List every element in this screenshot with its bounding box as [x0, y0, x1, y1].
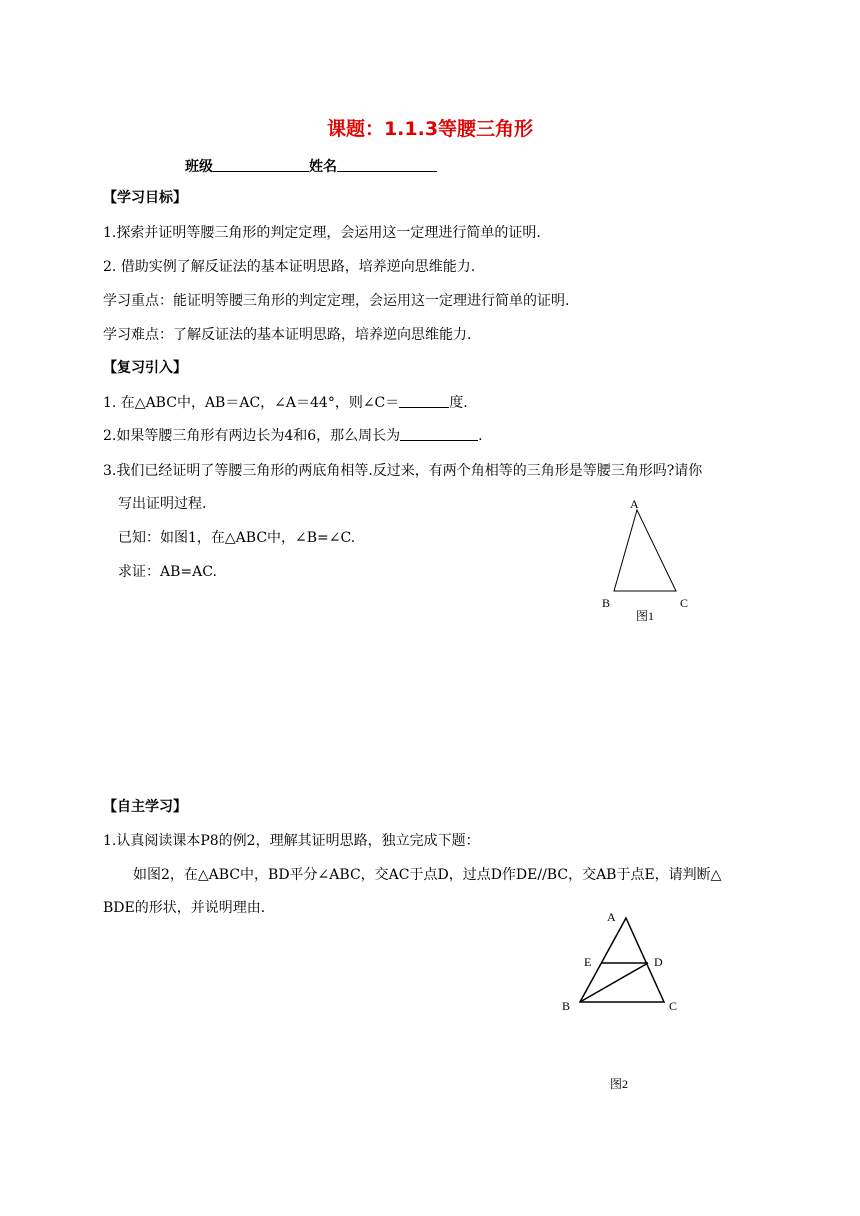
figure-1-triangle: [614, 510, 676, 591]
q2-answer-blank[interactable]: [400, 426, 478, 441]
figure-1-label-c: C: [680, 596, 689, 610]
difficulty-point: 学习难点：了解反证法的基本证明思路，培养逆向思维能力.: [103, 327, 472, 343]
figure-2-label-b: B: [562, 999, 571, 1013]
name-label: 姓名: [309, 159, 337, 175]
given-statement: 已知：如图1，在△ABC中，∠B=∠C.: [118, 530, 356, 546]
problem-line-1: 如图2，在△ABC中，BD平分∠ABC，交AC于点D，过点D作DE//BC，交AB于点E，请判断△: [133, 867, 722, 883]
review-question-2: [103, 426, 483, 446]
figure-1-label-b: B: [602, 596, 611, 610]
figure-2-label-a: A: [607, 910, 616, 924]
q1-text: 1. 在△ABC中，AB＝AC，∠A＝44°，则∠C＝: [103, 395, 400, 411]
q1-unit: 度.: [449, 395, 468, 411]
class-label: 班级: [185, 159, 213, 175]
q2-end: .: [478, 428, 483, 444]
self-study-heading: 【自主学习】: [103, 799, 187, 815]
review-question-3-line2: 写出证明过程.: [118, 496, 207, 512]
name-blank[interactable]: [337, 157, 437, 172]
review-heading: 【复习引入】: [103, 360, 187, 376]
figure-1-caption: 图1: [636, 609, 655, 623]
class-blank[interactable]: [213, 157, 309, 172]
review-question-3-line1: 3.我们已经证明了等腰三角形的两底角相等.反过来，有两个角相等的三角形是等腰三角形吗?请你: [103, 463, 703, 479]
q2-text: 2.如果等腰三角形有两边长为4和6，那么周长为: [103, 428, 401, 444]
figure-2-label-e: E: [584, 955, 592, 969]
student-info-line: [185, 157, 437, 177]
self-study-item-1: 1.认真阅读课本P8的例2，理解其证明思路，独立完成下题：: [103, 833, 480, 849]
prove-statement: 求证：AB=AC.: [118, 564, 217, 580]
figure-1-label-a: A: [630, 497, 639, 511]
figure-2-label-c: C: [669, 999, 678, 1013]
review-question-1: [103, 393, 468, 413]
figure-2-triangle-abc: [580, 918, 664, 1002]
q1-answer-blank[interactable]: [399, 393, 449, 408]
goal-item-2: 2. 借助实例了解反证法的基本证明思路，培养逆向思维能力.: [103, 259, 476, 275]
goals-heading: 【学习目标】: [103, 190, 187, 206]
figure-2-caption: 图2: [610, 1077, 629, 1091]
figure-2-label-d: D: [654, 955, 663, 969]
key-point: 学习重点：能证明等腰三角形的判定定理，会运用这一定理进行简单的证明.: [103, 293, 570, 309]
page-title: 课题：1.1.3等腰三角形: [326, 118, 534, 140]
problem-line-2: BDE的形状，并说明理由.: [103, 900, 266, 916]
goal-item-1: 1.探索并证明等腰三角形的判定定理，会运用这一定理进行简单的证明.: [103, 225, 541, 241]
